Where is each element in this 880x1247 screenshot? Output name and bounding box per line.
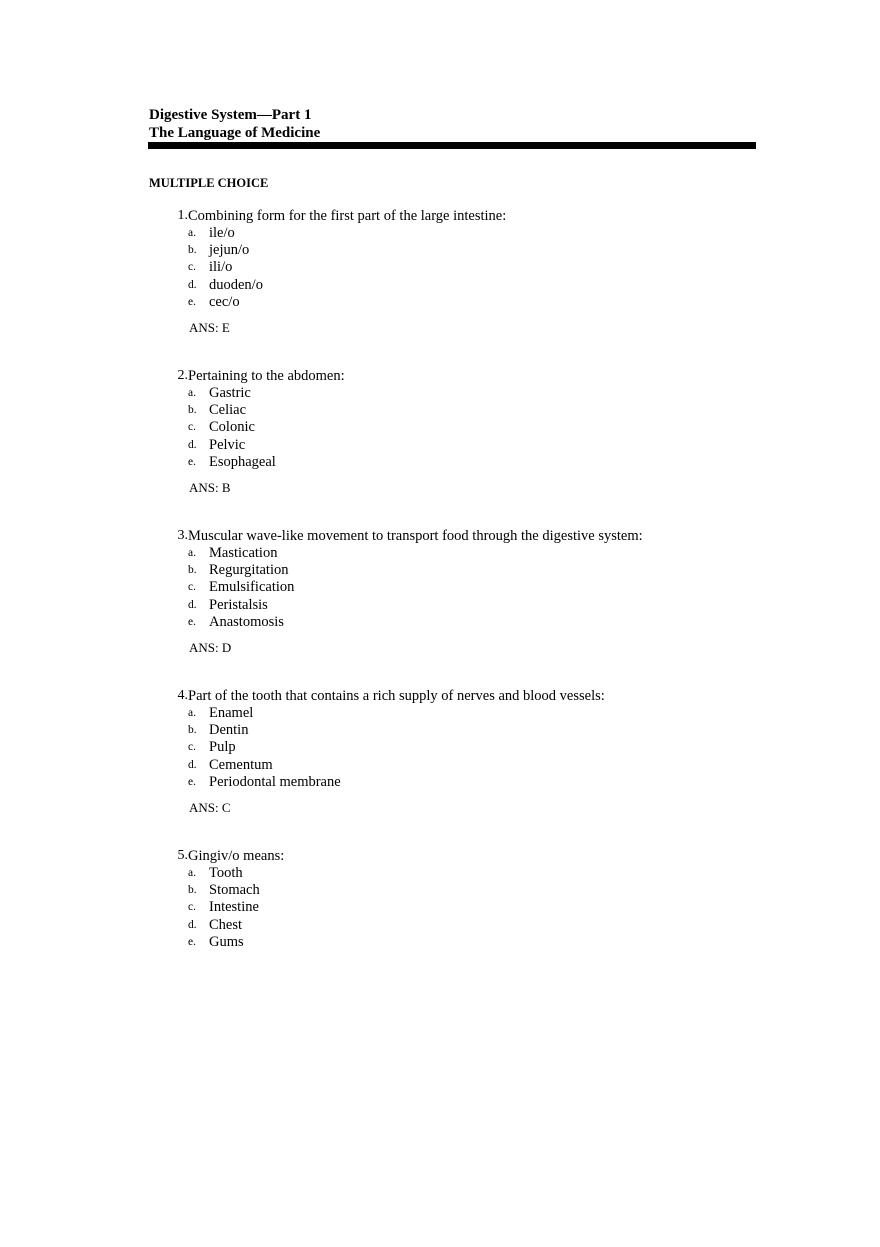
option-text: Cementum	[209, 756, 273, 773]
question-stem	[160, 847, 740, 865]
option-list	[160, 865, 740, 951]
option-text: Colonic	[209, 419, 255, 436]
option-c	[188, 579, 740, 596]
option-list	[160, 385, 740, 471]
section-heading: MULTIPLE CHOICE	[149, 176, 269, 190]
answer-key: ANS: B	[189, 480, 231, 496]
option-letter: e.	[188, 455, 196, 468]
option-c	[188, 739, 740, 756]
question-number: 5.	[177, 848, 188, 863]
option-letter: b.	[188, 244, 197, 257]
option-letter: b.	[188, 404, 197, 417]
option-letter: b.	[188, 884, 197, 897]
option-text: Intestine	[209, 899, 259, 916]
option-e	[188, 934, 740, 951]
question-number: 3.	[177, 528, 188, 543]
option-text: Anastomosis	[209, 613, 284, 630]
option-list	[160, 545, 740, 631]
option-letter: a.	[188, 227, 196, 239]
answer-key: ANS: D	[189, 640, 232, 656]
option-text: Pelvic	[209, 436, 246, 453]
option-e	[188, 614, 740, 631]
header-rule	[148, 142, 756, 149]
question-text: Combining form for the first part of the large intestine:	[188, 208, 507, 224]
option-letter: a.	[188, 387, 196, 399]
option-text: Regurgitation	[209, 562, 289, 579]
option-list	[160, 705, 740, 791]
option-a	[188, 385, 740, 402]
document-title: Digestive System—Part 1	[149, 107, 312, 123]
option-letter: e.	[188, 935, 196, 948]
question-3	[160, 527, 740, 656]
option-a	[188, 225, 740, 242]
option-text: duoden/o	[209, 276, 263, 293]
option-text: Peristalsis	[209, 596, 268, 613]
option-letter: c.	[188, 741, 196, 754]
option-a	[188, 705, 740, 722]
option-e	[188, 294, 740, 311]
option-letter: d.	[188, 758, 197, 771]
option-text: Celiac	[209, 402, 247, 419]
option-text: jejun/o	[209, 242, 250, 259]
answer-key: ANS: C	[189, 800, 231, 816]
option-a	[188, 545, 740, 562]
option-letter: e.	[188, 775, 196, 788]
option-letter: c.	[188, 261, 196, 274]
option-text: Emulsification	[209, 579, 295, 596]
option-d	[188, 757, 740, 774]
option-text: Periodontal membrane	[209, 773, 341, 790]
document-subtitle: The Language of Medicine	[149, 125, 321, 141]
option-d	[188, 437, 740, 454]
option-letter: c.	[188, 581, 196, 594]
question-number: 1.	[177, 208, 188, 223]
option-letter: e.	[188, 615, 196, 628]
option-d	[188, 597, 740, 614]
option-b	[188, 882, 740, 899]
question-2	[160, 367, 740, 496]
answer-key: ANS: E	[189, 320, 230, 336]
option-letter: e.	[188, 295, 196, 308]
option-letter: a.	[188, 547, 196, 559]
option-text: Pulp	[209, 739, 236, 756]
option-text: Stomach	[209, 882, 260, 899]
option-text: Gastric	[209, 385, 251, 401]
option-e	[188, 454, 740, 471]
option-text: Gums	[209, 933, 244, 950]
option-e	[188, 774, 740, 791]
option-letter: b.	[188, 564, 197, 577]
question-stem	[160, 207, 740, 225]
option-b	[188, 562, 740, 579]
option-text: Mastication	[209, 545, 278, 561]
option-a	[188, 865, 740, 882]
question-text: Muscular wave-like movement to transport food through the digestive system:	[188, 528, 643, 544]
option-c	[188, 419, 740, 436]
question-stem	[160, 687, 740, 705]
document-header	[149, 106, 757, 142]
question-number: 4.	[177, 688, 188, 703]
option-letter: c.	[188, 901, 196, 914]
question-4	[160, 687, 740, 816]
option-b	[188, 242, 740, 259]
option-d	[188, 277, 740, 294]
option-list	[160, 225, 740, 311]
option-text: ile/o	[209, 225, 235, 241]
option-letter: d.	[188, 438, 197, 451]
question-number: 2.	[177, 368, 188, 383]
question-text: Gingiv/o means:	[188, 848, 285, 864]
option-b	[188, 722, 740, 739]
question-stem	[160, 527, 740, 545]
option-c	[188, 259, 740, 276]
option-letter: d.	[188, 598, 197, 611]
option-letter: d.	[188, 278, 197, 291]
question-text: Part of the tooth that contains a rich supply of nerves and blood vessels:	[188, 688, 605, 704]
option-text: Esophageal	[209, 453, 276, 470]
option-letter: a.	[188, 707, 196, 719]
option-d	[188, 917, 740, 934]
question-1	[160, 207, 740, 336]
question-text: Pertaining to the abdomen:	[188, 368, 345, 384]
option-text: cec/o	[209, 293, 240, 310]
question-5	[160, 847, 740, 951]
question-stem	[160, 367, 740, 385]
option-letter: a.	[188, 867, 196, 879]
option-letter: c.	[188, 421, 196, 434]
option-letter: d.	[188, 918, 197, 931]
option-c	[188, 899, 740, 916]
option-text: Dentin	[209, 722, 249, 739]
option-b	[188, 402, 740, 419]
option-letter: b.	[188, 724, 197, 737]
option-text: Chest	[209, 916, 243, 933]
option-text: ili/o	[209, 259, 233, 276]
option-text: Tooth	[209, 865, 243, 881]
option-text: Enamel	[209, 705, 254, 721]
